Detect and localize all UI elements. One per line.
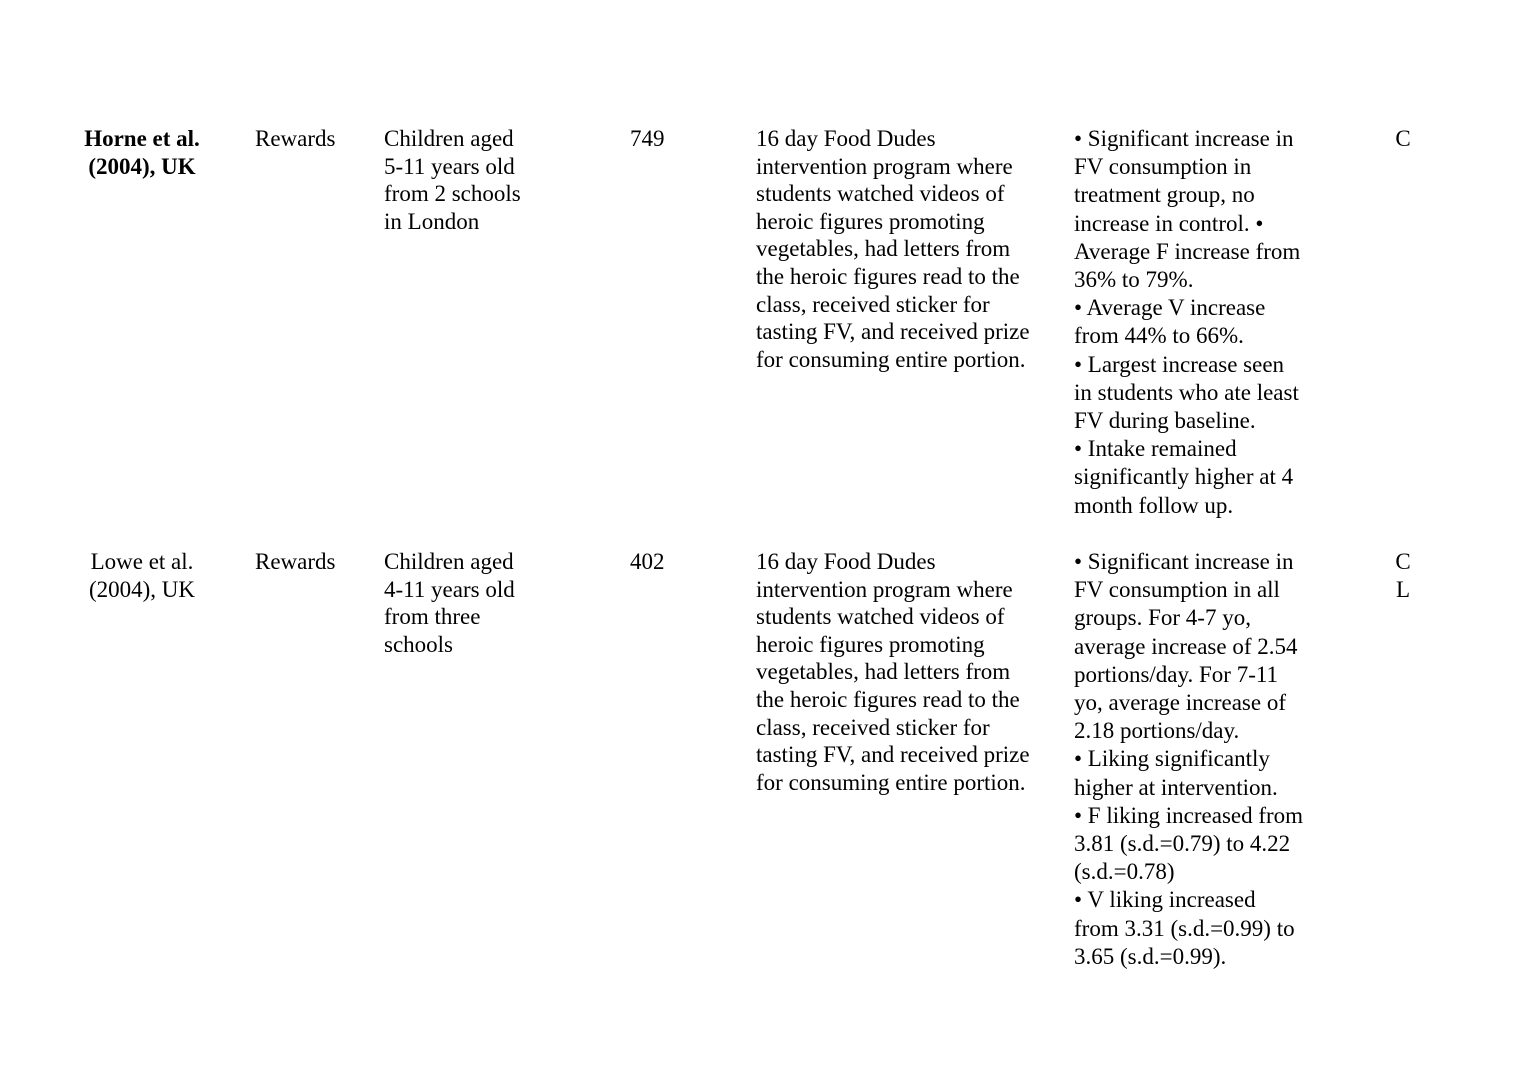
findings-line: • Significant increase in [1074, 549, 1294, 574]
study-line: (2004), UK [88, 576, 196, 602]
sample-size-cell: 749 [630, 126, 665, 151]
findings-cell [1074, 548, 1334, 971]
findings-line: • Significant increase in [1074, 126, 1294, 151]
intervention-line: the heroic figures read to the [756, 263, 1020, 289]
findings-line: increase in control. • [1074, 210, 1264, 236]
findings-line: from 3.31 (s.d.=0.99) to [1074, 915, 1295, 941]
strategy-cell: Rewards [255, 126, 336, 151]
intervention-line: heroic figures promoting [756, 208, 985, 234]
findings-line: • Average V increase [1074, 295, 1266, 321]
study-line: (2004), UK [88, 153, 196, 179]
study-cell [72, 548, 212, 603]
findings-line: 3.65 (s.d.=0.99). [1074, 943, 1227, 969]
population-line: 4-11 years old [384, 576, 515, 602]
intervention-line: for consuming entire portion. [756, 769, 1026, 795]
study-cell [72, 125, 212, 180]
intervention-line: students watched videos of [756, 604, 1005, 630]
strategy-cell: Rewards [255, 549, 336, 574]
intervention-line: for consuming entire portion. [756, 346, 1026, 372]
quality-line: C [1395, 126, 1411, 151]
findings-line: • V liking increased [1074, 887, 1256, 913]
intervention-cell [756, 125, 1056, 373]
population-line: 5-11 years old [384, 153, 515, 179]
population-cell [384, 125, 554, 235]
population-line: Children aged [384, 126, 514, 151]
findings-line: FV consumption in [1074, 154, 1252, 180]
findings-line: groups. For 4-7 yo, [1074, 605, 1251, 631]
sample-size-cell: 402 [630, 549, 665, 574]
intervention-line: tasting FV, and received prize [756, 742, 1030, 768]
intervention-line: vegetables, had letters from [756, 659, 1011, 685]
population-line: schools [384, 631, 453, 657]
intervention-line: intervention program where [756, 576, 1013, 602]
findings-line: • Liking significantly [1074, 746, 1270, 772]
study-line: Horne et al. [84, 126, 200, 151]
findings-line: treatment group, no [1074, 182, 1255, 208]
findings-line: • Largest increase seen [1074, 351, 1285, 377]
findings-line: in students who ate least [1074, 379, 1299, 405]
intervention-line: heroic figures promoting [756, 631, 985, 657]
intervention-line: class, received sticker for [756, 291, 990, 317]
findings-line: 2.18 portions/day. [1074, 718, 1240, 744]
findings-line: month follow up. [1074, 492, 1234, 518]
findings-line: (s.d.=0.78) [1074, 859, 1175, 885]
findings-line: from 44% to 66%. [1074, 323, 1244, 349]
findings-line: 3.81 (s.d.=0.79) to 4.22 [1074, 831, 1291, 857]
intervention-line: tasting FV, and received prize [756, 319, 1030, 345]
intervention-cell [756, 548, 1056, 796]
population-line: Children aged [384, 549, 514, 574]
intervention-line: intervention program where [756, 153, 1013, 179]
findings-line: portions/day. For 7-11 [1074, 661, 1279, 687]
findings-line: • Intake remained [1074, 436, 1237, 462]
quality-cell [1388, 125, 1418, 153]
quality-line: C [1395, 549, 1411, 574]
findings-line: significantly higher at 4 [1074, 464, 1294, 490]
population-line: from 2 schools [384, 181, 521, 207]
findings-line: • F liking increased from [1074, 802, 1304, 828]
intervention-line: 16 day Food Dudes [756, 126, 936, 151]
findings-line: average increase of 2.54 [1074, 633, 1298, 659]
findings-line: higher at intervention. [1074, 774, 1278, 800]
findings-line: yo, average increase of [1074, 690, 1286, 716]
findings-line: Average F increase from [1074, 238, 1301, 264]
intervention-line: vegetables, had letters from [756, 236, 1011, 262]
quality-cell [1388, 548, 1418, 603]
findings-line: FV consumption in all [1074, 577, 1280, 603]
intervention-line: class, received sticker for [756, 714, 990, 740]
quality-line: L [1395, 576, 1411, 602]
intervention-line: the heroic figures read to the [756, 686, 1020, 712]
intervention-line: students watched videos of [756, 181, 1005, 207]
study-line: Lowe et al. [90, 549, 194, 574]
population-cell [384, 548, 554, 658]
intervention-line: 16 day Food Dudes [756, 549, 936, 574]
findings-line: 36% to 79%. [1074, 267, 1194, 293]
findings-line: FV during baseline. [1074, 408, 1256, 434]
findings-cell [1074, 125, 1334, 520]
population-line: in London [384, 208, 480, 234]
population-line: from three [384, 604, 481, 630]
